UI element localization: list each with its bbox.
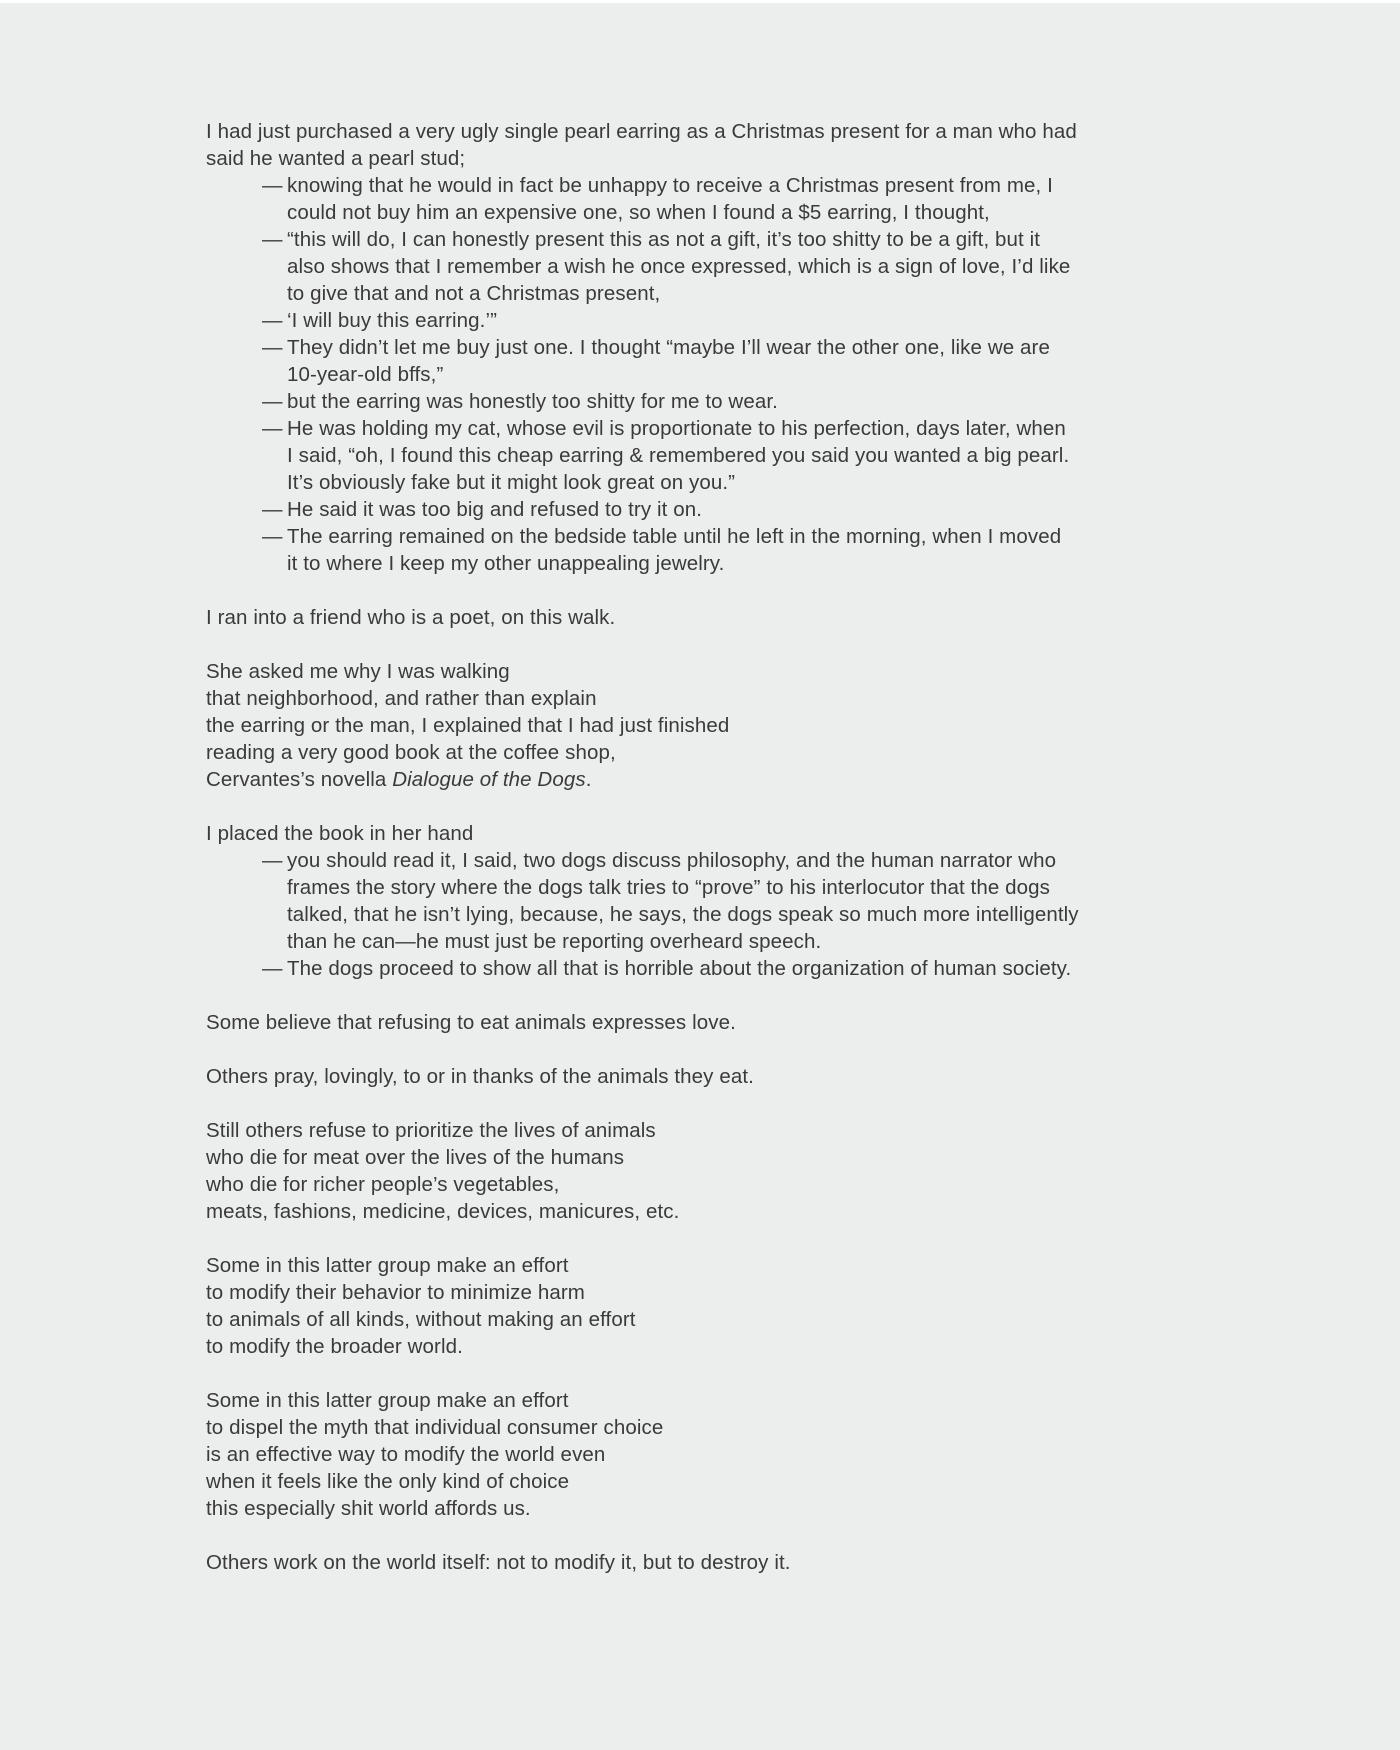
stanza-destroy-world: [206, 1549, 1166, 1576]
poem-page: [206, 118, 1166, 1576]
text-line: who die for richer people’s vegetables,: [206, 1173, 560, 1196]
dash-item: [206, 847, 1166, 955]
text-line: The dogs proceed to show all that is horrible about the organization of human society.: [287, 957, 1072, 980]
text-line: Some in this latter group make an effort: [206, 1389, 569, 1412]
dash-item: [206, 523, 1166, 577]
text-line: knowing that he would in fact be unhappy to receive a Christmas present from me, I: [287, 174, 1053, 197]
stanza-poet-friend: [206, 604, 1166, 631]
book-title: Dialogue of the Dogs: [392, 768, 586, 791]
em-dash-marker: —: [262, 417, 283, 440]
text-line: Some believe that refusing to eat animals expresses love.: [206, 1011, 736, 1034]
text-line: when it feels like the only kind of choice: [206, 1470, 570, 1493]
dash-list: [206, 847, 1166, 982]
dash-item: [206, 415, 1166, 496]
text-line: to dispel the myth that individual consumer choice: [206, 1416, 664, 1439]
em-dash-marker: —: [262, 390, 283, 413]
text-line: The earring remained on the bedside table until he left in the morning, when I moved: [287, 525, 1062, 548]
em-dash-marker: —: [262, 849, 283, 872]
text-line: to modify the broader world.: [206, 1335, 463, 1358]
line-suffix: .: [585, 768, 592, 791]
em-dash-marker: —: [262, 309, 283, 332]
stanza-earring: [206, 118, 1166, 577]
text-line: the earring or the man, I explained that I had just finished: [206, 714, 730, 737]
text-line: this especially shit world affords us.: [206, 1497, 531, 1520]
dash-item: [206, 334, 1166, 388]
em-dash-marker: —: [262, 957, 283, 980]
dash-item: [206, 388, 1166, 415]
text-line: Still others refuse to prioritize the lives of animals: [206, 1119, 656, 1142]
stanza-others-pray: [206, 1063, 1166, 1090]
text-line: I said, “oh, I found this cheap earring & remembered you said you wanted a big pearl.: [287, 444, 1070, 467]
dash-item: [206, 955, 1166, 982]
line-prefix: Cervantes’s novella: [206, 768, 393, 791]
dash-list: [206, 172, 1166, 577]
text-line: frames the story where the dogs talk tries to “prove” to his interlocutor that the dogs: [287, 876, 1051, 899]
text-line: He was holding my cat, whose evil is proportionate to his perfection, days later, when: [287, 417, 1066, 440]
dash-item: [206, 307, 1166, 334]
text-line: reading a very good book at the coffee shop,: [206, 741, 616, 764]
em-dash-marker: —: [262, 336, 283, 359]
text-line: is an effective way to modify the world even: [206, 1443, 606, 1466]
text-line: that neighborhood, and rather than explain: [206, 687, 597, 710]
stanza-modify-behavior: [206, 1252, 1166, 1360]
text-line: it to where I keep my other unappealing jewelry.: [287, 552, 725, 575]
stanza-book: [206, 820, 1166, 982]
text-line: talked, that he isn’t lying, because, he says, the dogs speak so much more intelligently: [287, 903, 1079, 926]
text-line: She asked me why I was walking: [206, 660, 510, 683]
text-line: you should read it, I said, two dogs discuss philosophy, and the human narrator who: [287, 849, 1057, 872]
stanza-neighborhood: [206, 658, 1166, 793]
em-dash-marker: —: [262, 228, 283, 251]
text-line: also shows that I remember a wish he once expressed, which is a sign of love, I’d like: [287, 255, 1071, 278]
em-dash-marker: —: [262, 525, 283, 548]
text-line: who die for meat over the lives of the humans: [206, 1146, 625, 1169]
text-line: to modify their behavior to minimize harm: [206, 1281, 585, 1304]
em-dash-marker: —: [262, 174, 283, 197]
text-line: to animals of all kinds, without making an effort: [206, 1308, 636, 1331]
text-line: I ran into a friend who is a poet, on this walk.: [206, 606, 616, 629]
text-line: than he can—he must just be reporting overheard speech.: [287, 930, 822, 953]
text-line: to give that and not a Christmas present,: [287, 282, 661, 305]
text-line: It’s obviously fake but it might look great on you.”: [287, 471, 736, 494]
text-line: Others pray, lovingly, to or in thanks of the animals they eat.: [206, 1065, 754, 1088]
text-line: “this will do, I can honestly present this as not a gift, it’s too shitty to be a gift, but it: [287, 228, 1041, 251]
text-line: ‘I will buy this earring.’”: [287, 309, 498, 332]
stanza-still-others: [206, 1117, 1166, 1225]
dash-item: [206, 496, 1166, 523]
text-line: said he wanted a pearl stud;: [206, 147, 466, 170]
page-top-edge: [0, 0, 1400, 3]
em-dash-marker: —: [262, 498, 283, 521]
text-line: but the earring was honestly too shitty for me to wear.: [287, 390, 778, 413]
text-line: [206, 766, 1166, 793]
text-line: Others work on the world itself: not to modify it, but to destroy it.: [206, 1551, 791, 1574]
text-line: meats, fashions, medicine, devices, manicures, etc.: [206, 1200, 680, 1223]
stanza-refusing-animals: [206, 1009, 1166, 1036]
text-line: He said it was too big and refused to try it on.: [287, 498, 703, 521]
text-line: I placed the book in her hand: [206, 822, 474, 845]
text-line: 10-year-old bffs,”: [287, 363, 444, 386]
stanza-dispel-myth: [206, 1387, 1166, 1522]
text-line: could not buy him an expensive one, so when I found a $5 earring, I thought,: [287, 201, 990, 224]
text-line: Some in this latter group make an effort: [206, 1254, 569, 1277]
dash-item: [206, 172, 1166, 226]
text-line: They didn’t let me buy just one. I thought “maybe I’ll wear the other one, like we are: [287, 336, 1050, 359]
dash-item: [206, 226, 1166, 307]
text-line: I had just purchased a very ugly single pearl earring as a Christmas present for a man who had: [206, 120, 1077, 143]
